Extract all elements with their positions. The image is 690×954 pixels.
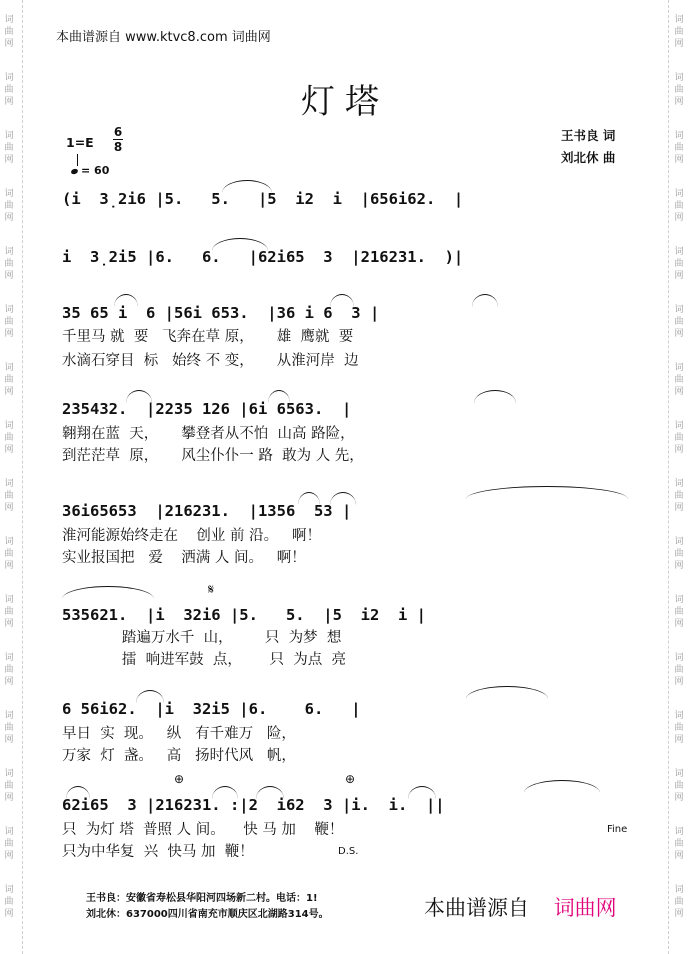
watermark-char: 曲 (674, 433, 684, 443)
watermark-char: 网 (674, 561, 684, 571)
watermark-char: 网 (4, 677, 14, 687)
watermark-char: 词 (4, 595, 14, 605)
system-4-notes: 235432. |2235 126 |6i 6563. | (62, 400, 352, 418)
watermark-char: 曲 (4, 839, 14, 849)
watermark-char: 词 (4, 653, 14, 663)
right-cut-line (668, 0, 669, 954)
watermark-char: 词 (4, 769, 14, 779)
slur (114, 294, 138, 307)
watermark-char: 词 (674, 653, 684, 663)
watermark-char: 网 (674, 213, 684, 223)
watermark-char: 曲 (674, 607, 684, 617)
watermark-char: 网 (674, 329, 684, 339)
fine-mark: Fine (607, 824, 628, 835)
slur (126, 390, 152, 403)
watermark-char: 网 (674, 793, 684, 803)
watermark-char: 词 (674, 131, 684, 141)
watermark-char: 词 (4, 73, 14, 83)
notation-system-1 (62, 188, 628, 214)
footer-contact-2: 刘北休：637000四川省南充市顺庆区北湖路314号。 (86, 909, 329, 920)
watermark-char: 网 (4, 851, 14, 861)
footer-source-site: 词曲网 (553, 896, 617, 920)
watermark-char: 词 (674, 769, 684, 779)
watermark-char: 词 (674, 247, 684, 257)
watermark-char: 词 (4, 885, 14, 895)
watermark-char: 词 (674, 189, 684, 199)
slur (472, 294, 498, 307)
watermark-char: 曲 (4, 259, 14, 269)
right-watermark (673, 14, 685, 942)
slur (298, 492, 320, 505)
segno-sign: 𝄋 (208, 582, 215, 598)
watermark-char: 曲 (4, 781, 14, 791)
watermark-char: 词 (674, 537, 684, 547)
system-6-lyrics-verse-2: 擂 响进军鼓 点， 只 为点 亮 (62, 652, 346, 668)
system-7-notes: 6 56i62. |i 32i5 |6. 6. | (62, 700, 361, 718)
watermark-char: 网 (4, 735, 14, 745)
watermark-char: 词 (4, 15, 14, 25)
watermark-char: 曲 (674, 375, 684, 385)
system-3-lyrics-verse-2: 水滴石穿目 标 始终 不 变， 从淮河岸 边 (62, 353, 359, 369)
watermark-char: 网 (674, 445, 684, 455)
watermark-char: 词 (4, 537, 14, 547)
watermark-char: 网 (674, 909, 684, 919)
watermark-char: 词 (4, 305, 14, 315)
notation-system-2 (62, 246, 628, 272)
watermark-char: 词 (4, 479, 14, 489)
watermark-char: 曲 (4, 665, 14, 675)
system-5-lyrics-verse-2: 实业报国把 爱 洒满 人 间。 啊！ (62, 550, 306, 566)
system-5-lyrics-verse-1: 淮河能源始终走在 创业 前 沿。 啊！ (62, 528, 321, 544)
watermark-char: 曲 (674, 317, 684, 327)
watermark-char: 曲 (4, 201, 14, 211)
watermark-char: 曲 (674, 85, 684, 95)
watermark-char: 网 (4, 909, 14, 919)
notation-system-4 (62, 398, 628, 424)
footer-contact-1: 王书良：安徽省寿松县华阳河四场新二村。电话：1! (86, 893, 318, 904)
slur (330, 294, 354, 307)
watermark-char: 曲 (4, 27, 14, 37)
watermark-char: 曲 (674, 665, 684, 675)
watermark-char: 网 (4, 561, 14, 571)
watermark-char: 曲 (674, 27, 684, 37)
time-sig-top: 6 (113, 125, 123, 139)
system-8-lyrics-verse-2: 只为中华复 兴 快马 加 鞭！ (62, 844, 254, 860)
watermark-char: 曲 (4, 491, 14, 501)
slur (268, 390, 290, 403)
slur (466, 486, 628, 499)
coda-sign: ⊕ (174, 772, 185, 786)
slur (524, 780, 600, 793)
composer-credit: 刘北休 曲 (561, 150, 616, 165)
watermark-char: 网 (4, 503, 14, 513)
watermark-char: 曲 (4, 433, 14, 443)
watermark-char: 曲 (4, 607, 14, 617)
page-source-header: 本曲谱源自 www.ktvc8.com 词曲网 (56, 30, 271, 45)
watermark-char: 词 (4, 421, 14, 431)
watermark-char: 词 (674, 305, 684, 315)
lyricist-credit: 王书良 词 (561, 128, 616, 143)
key-signature: 1=E (66, 135, 94, 150)
system-3-notes: 35 65 i 6 |56i 653. |36 i 6 3 | (62, 304, 380, 322)
watermark-char: 曲 (674, 781, 684, 791)
quarter-note-icon (71, 164, 81, 177)
watermark-char: 词 (674, 595, 684, 605)
watermark-char: 网 (674, 387, 684, 397)
watermark-char: 网 (4, 213, 14, 223)
watermark-char: 网 (4, 271, 14, 281)
song-title: 灯塔 (301, 82, 389, 122)
time-sig-bottom: 8 (113, 140, 123, 154)
watermark-char: 曲 (4, 897, 14, 907)
slur (212, 238, 268, 251)
watermark-char: 网 (4, 793, 14, 803)
watermark-char: 词 (4, 247, 14, 257)
slur (474, 390, 516, 403)
watermark-char: 网 (4, 155, 14, 165)
system-7-lyrics-verse-1: 早日 实 现。 纵 有千难万 险， (62, 726, 296, 742)
watermark-char: 曲 (674, 259, 684, 269)
system-7-lyrics-verse-2: 万家 灯 盏。 高 扬时代风 帆， (62, 748, 296, 764)
footer-source-text (424, 892, 617, 922)
watermark-char: 曲 (4, 143, 14, 153)
watermark-char: 词 (674, 363, 684, 373)
watermark-char: 曲 (674, 143, 684, 153)
watermark-char: 网 (674, 619, 684, 629)
watermark-char: 曲 (4, 317, 14, 327)
watermark-char: 词 (4, 131, 14, 141)
system-2-notes: i 3̣2i5 |6. 6. |62i65 3 |216231. )| (62, 248, 464, 266)
watermark-char: 词 (674, 711, 684, 721)
system-8-notes: 62i65 3 |216231. :|2 i62 3 |i. i. || (62, 796, 445, 814)
time-signature (113, 126, 123, 153)
watermark-char: 网 (674, 677, 684, 687)
watermark-char: 词 (4, 189, 14, 199)
system-6-notes: 535621. |i 32i6 |5. 5. |5 i2 i | (62, 606, 426, 624)
watermark-char: 曲 (4, 549, 14, 559)
watermark-char: 网 (4, 619, 14, 629)
slur (408, 786, 436, 799)
slur (136, 690, 164, 703)
watermark-char: 网 (4, 387, 14, 397)
watermark-char: 词 (674, 885, 684, 895)
watermark-char: 网 (4, 445, 14, 455)
watermark-char: 网 (674, 735, 684, 745)
slur (466, 686, 548, 699)
slur (62, 586, 154, 599)
slur (222, 180, 272, 193)
watermark-char: 网 (674, 97, 684, 107)
watermark-char: 词 (674, 15, 684, 25)
watermark-char: 词 (674, 827, 684, 837)
left-watermark (3, 14, 15, 942)
system-3-lyrics-verse-1: 千里马 就 要 飞奔在草 原， 雄 鹰就 要 (62, 329, 354, 345)
system-6-lyrics-verse-1: 踏遍万水千 山， 只 为梦 想 (62, 630, 342, 646)
watermark-char: 词 (4, 711, 14, 721)
watermark-char: 曲 (4, 85, 14, 95)
watermark-char: 网 (674, 39, 684, 49)
watermark-char: 曲 (674, 897, 684, 907)
slur (330, 492, 356, 505)
watermark-char: 曲 (674, 723, 684, 733)
watermark-char: 词 (674, 479, 684, 489)
notation-system-7 (62, 698, 628, 724)
tempo-mark (71, 164, 109, 177)
watermark-char: 词 (674, 421, 684, 431)
notation-system-5 (62, 500, 628, 526)
system-5-notes: 36i65653 |216231. |1356 53 | (62, 502, 352, 520)
watermark-char: 网 (4, 97, 14, 107)
system-1-notes: (i 3̣2i6 |5. 5. |5 i2 i |656i62. | (62, 190, 464, 208)
footer-source-prefix: 本曲谱源自 (424, 896, 529, 920)
tempo-value: = 60 (81, 164, 110, 177)
watermark-char: 网 (674, 155, 684, 165)
watermark-char: 曲 (674, 201, 684, 211)
watermark-char: 曲 (4, 375, 14, 385)
notation-system-8 (62, 772, 628, 820)
watermark-char: 曲 (674, 839, 684, 849)
coda-sign: ⊕ (345, 772, 356, 786)
ds-mark: D.S. (338, 846, 359, 857)
watermark-char: 词 (674, 73, 684, 83)
watermark-char: 网 (674, 271, 684, 281)
slur (212, 786, 238, 799)
watermark-char: 网 (674, 503, 684, 513)
watermark-char: 曲 (4, 723, 14, 733)
system-4-lyrics-verse-2: 到茫茫草 原， 风尘仆仆一 路 敢为 人 先， (62, 448, 364, 464)
watermark-char: 曲 (674, 491, 684, 501)
watermark-char: 网 (4, 329, 14, 339)
slur (66, 786, 90, 799)
watermark-char: 网 (4, 39, 14, 49)
watermark-char: 词 (4, 827, 14, 837)
watermark-char: 词 (4, 363, 14, 373)
left-cut-line (22, 0, 23, 954)
system-8-lyrics-verse-1: 只 为灯 塔 普照 人 间。 快 马 加 鞭！ (62, 822, 344, 838)
slur (256, 786, 284, 799)
watermark-char: 网 (674, 851, 684, 861)
system-4-lyrics-verse-1: 翱翔在蓝 天， 攀登者从不怕 山高 路险， (62, 426, 355, 442)
watermark-char: 曲 (674, 549, 684, 559)
